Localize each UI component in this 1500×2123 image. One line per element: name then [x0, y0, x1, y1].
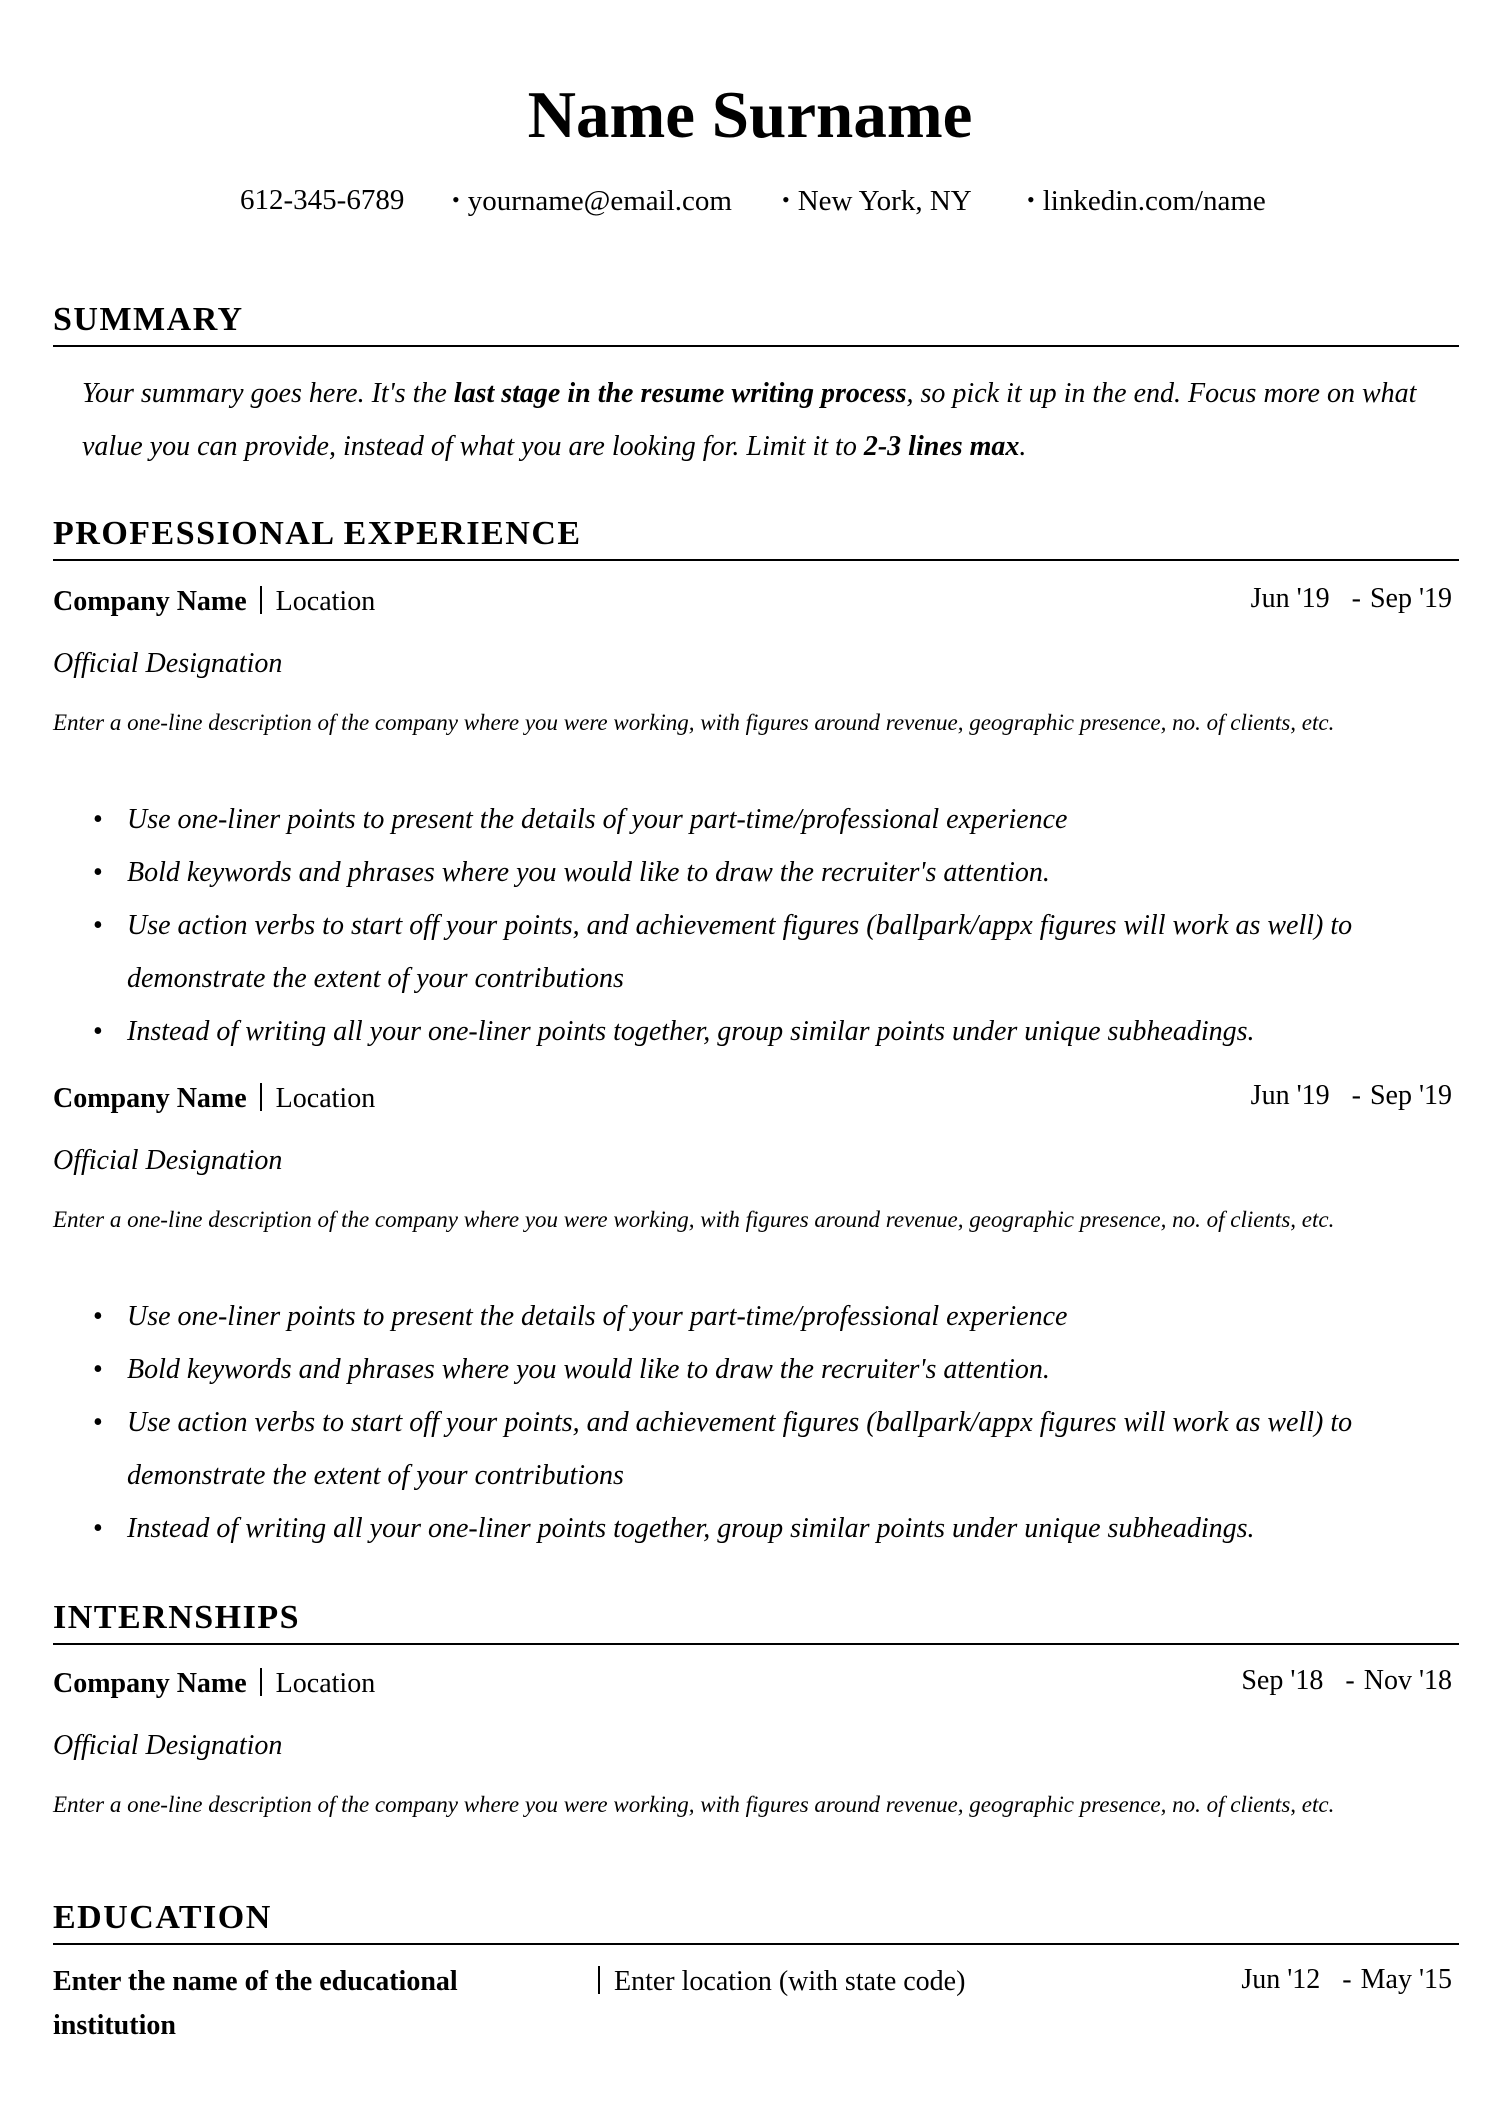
company-name: Company Name [53, 1668, 247, 1699]
internships-heading: INTERNSHIPS [53, 1599, 301, 1636]
end-date: Nov '18 [1363, 1665, 1452, 1696]
summary-text-part: . [1019, 431, 1027, 462]
summary-heading: SUMMARY [53, 301, 244, 338]
job-header [53, 584, 375, 620]
end-date: Sep '19 [1369, 1080, 1452, 1111]
date-dash: - [1351, 583, 1361, 614]
internship-header [53, 1666, 375, 1702]
section-divider [53, 1943, 1459, 1945]
list-item [53, 793, 1453, 846]
internship-dates [1241, 1663, 1452, 1699]
company-location: Location [275, 1083, 376, 1114]
location-text: New York, NY [797, 185, 972, 217]
bullet-text: Use action verbs to start off your points, and achievement figures (ballpark/appx figures will work as well) to demonstrate the extent of your contributions [127, 910, 1353, 994]
bullet-text: Instead of writing all your one-liner points together, group similar points under unique subheadings. [127, 1016, 1255, 1047]
pipe-separator [260, 1668, 262, 1696]
contact-email[interactable] [452, 182, 732, 219]
internship-designation: Official Designation [53, 1730, 283, 1761]
pipe-separator [598, 1966, 600, 1994]
date-dash: - [1345, 1665, 1355, 1696]
contact-linkedin[interactable] [1027, 182, 1266, 219]
section-divider [53, 559, 1459, 561]
job-bullet-list [53, 793, 1453, 1058]
bullet-text: Instead of writing all your one-liner points together, group similar points under unique subheadings. [127, 1513, 1255, 1544]
education-heading: EDUCATION [53, 1899, 272, 1936]
email-text[interactable]: yourname@email.com [467, 185, 732, 217]
job-header [53, 1081, 375, 1117]
start-date: Jun '12 [1241, 1964, 1321, 1995]
summary-text-part: , so pick it up in the end. Focus more on what value you can provide, instead of what you are looking for. Limit it to [82, 378, 1417, 462]
date-dash: - [1342, 1964, 1352, 1995]
contact-location [782, 182, 972, 219]
list-item [53, 1290, 1453, 1343]
phone-text: 612-345-6789 [240, 184, 405, 216]
company-name: Company Name [53, 586, 247, 617]
job-dates [1251, 1078, 1452, 1114]
section-divider [53, 1643, 1459, 1645]
bullet-dot-icon: • [93, 910, 103, 941]
list-item [53, 1502, 1453, 1555]
start-date: Jun '19 [1250, 583, 1330, 614]
experience-heading: PROFESSIONAL EXPERIENCE [53, 515, 582, 552]
job-designation: Official Designation [53, 1145, 283, 1176]
start-date: Jun '19 [1250, 1080, 1330, 1111]
end-date: Sep '19 [1369, 583, 1452, 614]
bullet-text: Use one-liner points to present the details of your part-time/professional experience [127, 1301, 1068, 1332]
institution-location [598, 1960, 965, 2004]
end-date: May '15 [1360, 1964, 1452, 1995]
job-dates [1251, 581, 1452, 617]
summary-bold-phrase: last stage in the resume writing process [453, 378, 907, 409]
start-date: Sep '18 [1241, 1665, 1324, 1696]
linkedin-text[interactable]: linkedin.com/name [1042, 185, 1266, 217]
education-dates [1241, 1960, 1452, 2000]
bullet-text: Bold keywords and phrases where you would like to draw the recruiter's attention. [127, 1354, 1050, 1385]
company-description: Enter a one-line description of the company where you were working, with figures around revenue, geographic presence, no. of clients, etc. [53, 1207, 1335, 1232]
institution-location-text: Enter location (with state code) [614, 1966, 966, 1997]
list-item [53, 846, 1453, 899]
bullet-text: Use one-liner points to present the details of your part-time/professional experience [127, 804, 1068, 835]
bullet-text: Use action verbs to start off your points, and achievement figures (ballpark/appx figures will work as well) to demonstrate the extent of your contributions [127, 1407, 1353, 1491]
pipe-separator [260, 1083, 262, 1111]
company-description: Enter a one-line description of the company where you were working, with figures around revenue, geographic presence, no. of clients, etc. [53, 710, 1335, 735]
bullet-dot-icon: • [93, 804, 103, 835]
bullet-text: Bold keywords and phrases where you would like to draw the recruiter's attention. [127, 857, 1050, 888]
list-item [53, 899, 1453, 1005]
candidate-name: Name Surname [527, 78, 973, 152]
institution-name: Enter the name of the educational institution [53, 1966, 458, 2041]
bullet-dot-icon: • [1027, 187, 1035, 212]
date-dash: - [1351, 1080, 1361, 1111]
list-item [53, 1396, 1453, 1502]
bullet-dot-icon: • [782, 187, 790, 212]
bullet-dot-icon: • [93, 1354, 103, 1385]
summary-text [82, 367, 1462, 473]
summary-text-part: Your summary goes here. It's the [82, 378, 454, 409]
list-item [53, 1343, 1453, 1396]
company-location: Location [275, 1668, 376, 1699]
contact-phone [240, 182, 404, 218]
company-name: Company Name [53, 1083, 247, 1114]
list-item [53, 1005, 1453, 1058]
company-description: Enter a one-line description of the company where you were working, with figures around revenue, geographic presence, no. of clients, etc. [53, 1792, 1335, 1817]
company-location: Location [275, 586, 376, 617]
pipe-separator [260, 586, 262, 614]
summary-bold-phrase: 2-3 lines max [863, 431, 1020, 462]
bullet-dot-icon: • [93, 1301, 103, 1332]
bullet-dot-icon: • [93, 1513, 103, 1544]
section-divider [53, 345, 1459, 347]
bullet-dot-icon: • [93, 1016, 103, 1047]
bullet-dot-icon: • [93, 857, 103, 888]
job-bullet-list [53, 1290, 1453, 1555]
bullet-dot-icon: • [452, 187, 460, 212]
bullet-dot-icon: • [93, 1407, 103, 1438]
job-designation: Official Designation [53, 648, 283, 679]
